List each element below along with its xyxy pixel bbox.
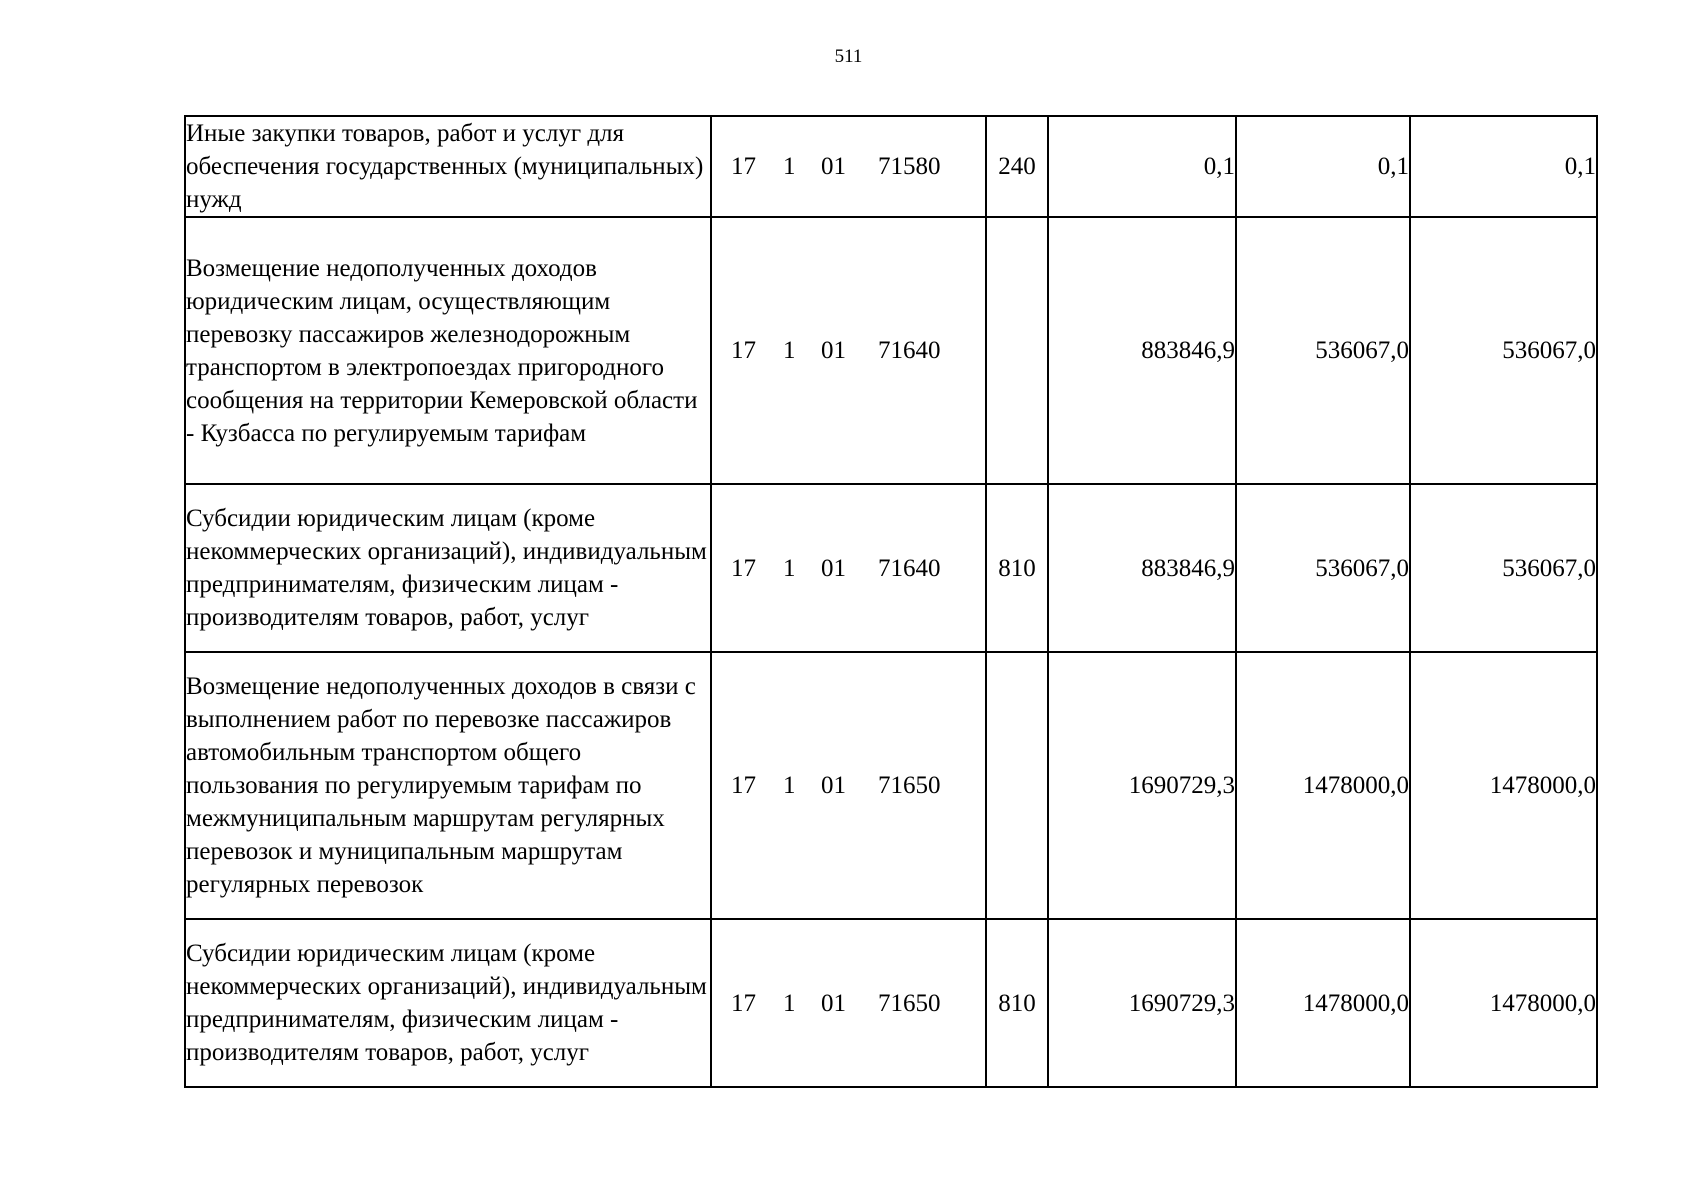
code-program: 17 <box>731 554 756 582</box>
code-event: 01 <box>821 337 846 364</box>
amount-year-1: 1690729,3 <box>1048 652 1236 919</box>
expense-type-code: 240 <box>986 116 1048 217</box>
code-direction: 71640 <box>878 337 941 364</box>
code-subprogram: 1 <box>783 772 796 799</box>
table-row <box>185 116 1597 217</box>
code-program: 17 <box>731 772 756 799</box>
amount-year-2: 536067,0 <box>1236 217 1410 484</box>
code-direction: 71580 <box>878 153 941 180</box>
code-event: 01 <box>821 554 846 582</box>
row-target-code <box>711 116 986 217</box>
amount-year-2: 1478000,0 <box>1236 652 1410 919</box>
row-target-code <box>711 217 986 484</box>
amount-year-2: 1478000,0 <box>1236 919 1410 1087</box>
amount-year-1: 883846,9 <box>1048 217 1236 484</box>
expense-type-code <box>986 652 1048 919</box>
code-direction: 71650 <box>878 989 941 1017</box>
amount-year-3: 1478000,0 <box>1410 919 1597 1087</box>
table-row <box>185 919 1597 1087</box>
amount-year-3: 1478000,0 <box>1410 652 1597 919</box>
amount-year-3: 536067,0 <box>1410 217 1597 484</box>
row-target-code <box>711 652 986 919</box>
row-description: Иные закупки товаров, работ и услуг для обеспечения государственных (муниципальных) нужд <box>185 116 711 217</box>
row-description: Возмещение недополученных доходов в связи с выполнением работ по перевозке пассажиров автомобильным транспортом общего пользования по регулируемым тарифам по межмуниципальным маршрутам регулярных перевозок и муниципальным маршрутам регулярных перевозок <box>185 652 711 919</box>
amount-year-3: 0,1 <box>1410 116 1597 217</box>
amount-year-1: 0,1 <box>1048 116 1236 217</box>
code-program: 17 <box>731 337 756 364</box>
amount-year-2: 536067,0 <box>1236 484 1410 652</box>
page-number: 511 <box>834 46 863 67</box>
code-subprogram: 1 <box>783 337 796 364</box>
table-row <box>185 217 1597 484</box>
expense-type-code <box>986 217 1048 484</box>
table-body <box>185 116 1597 1087</box>
code-program: 17 <box>731 989 756 1017</box>
code-direction: 71640 <box>878 554 941 582</box>
code-subprogram: 1 <box>783 554 796 582</box>
amount-year-2: 0,1 <box>1236 116 1410 217</box>
code-event: 01 <box>821 153 846 180</box>
code-subprogram: 1 <box>783 153 796 180</box>
expense-type-code: 810 <box>986 919 1048 1087</box>
code-event: 01 <box>821 989 846 1017</box>
budget-table <box>184 115 1598 1088</box>
amount-year-1: 1690729,3 <box>1048 919 1236 1087</box>
expense-type-code: 810 <box>986 484 1048 652</box>
code-direction: 71650 <box>878 772 941 799</box>
table-row <box>185 484 1597 652</box>
code-subprogram: 1 <box>783 989 796 1017</box>
row-target-code <box>711 484 986 652</box>
code-event: 01 <box>821 772 846 799</box>
amount-year-3: 536067,0 <box>1410 484 1597 652</box>
row-description: Субсидии юридическим лицам (кроме некоммерческих организаций), индивидуальным предпринимателям, физическим лицам - производителям товаров, работ, услуг <box>185 919 711 1087</box>
table-row <box>185 652 1597 919</box>
row-description: Возмещение недополученных доходов юридическим лицам, осуществляющим перевозку пассажиров железнодорожным транспортом в электропоездах пригородного сообщения на территории Кемеровской области - Кузбасса по регулируемым тарифам <box>185 217 711 484</box>
row-target-code <box>711 919 986 1087</box>
amount-year-1: 883846,9 <box>1048 484 1236 652</box>
code-program: 17 <box>731 153 756 180</box>
row-description: Субсидии юридическим лицам (кроме некоммерческих организаций), индивидуальным предпринимателям, физическим лицам - производителям товаров, работ, услуг <box>185 484 711 652</box>
